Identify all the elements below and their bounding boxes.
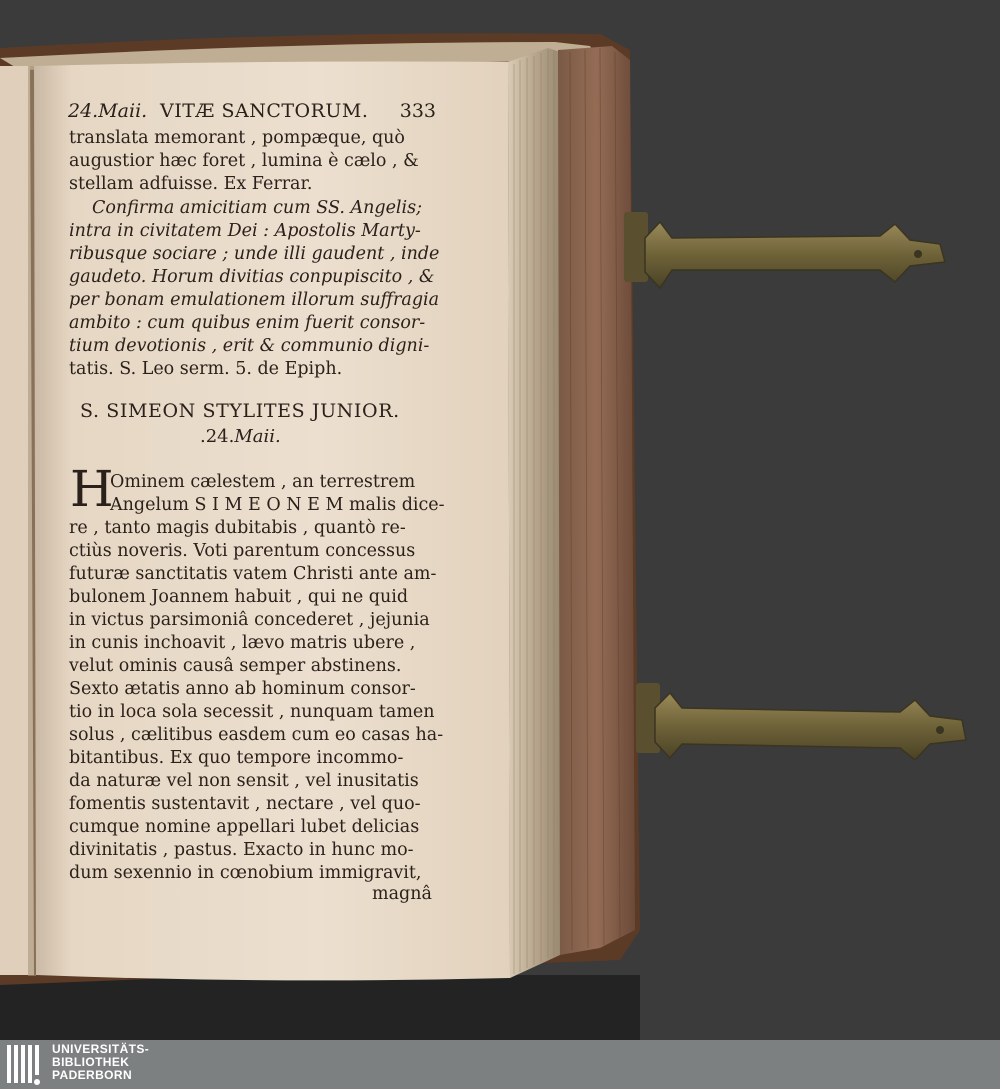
text-line: Confirma amicitiam cum SS. Angelis; [92,198,423,218]
body-line: tio in loca sola secessit , nunquam tamen [69,702,435,722]
library-name-line2: BIBLIOTHEK [52,1055,130,1069]
body-line: re , tanto magis dubitabis , quantò re- [69,518,406,538]
body-line: in cunis inchoavit , lævo matris ubere , [69,633,416,653]
section-date-month: Maii. [234,426,281,447]
section-date [200,426,281,447]
section-title: S. SIMEON STYLITES JUNIOR. [80,400,400,422]
text-line: translata memorant , pompæque, quò [69,128,405,148]
library-footer-bar [0,1040,1000,1089]
drop-cap: H [70,460,114,518]
text-line: gaudeto. Horum divitias conpupiscito , & [69,267,435,287]
library-logo-icon [6,1043,46,1087]
section-date-num: .24. [200,426,235,447]
text-line: stellam adfuisse. Ex Ferrar. [69,174,313,194]
body-line: divinitatis , pastus. Exacto in hunc mo- [69,840,414,860]
fore-edge [558,46,635,955]
body-line: Sexto ætatis anno ab hominum consor- [69,679,416,699]
catchword: magnâ [372,884,432,904]
running-head: VITÆ SANCTORUM. [160,100,369,122]
page-number: 333 [399,100,436,122]
text-line: intra in civitatem Dei : Apostolis Marty- [69,221,421,241]
body-line: velut ominis causâ semper abstinens. [69,656,402,676]
body-line: solus , cælitibus easdem cum eo casas ha- [69,725,444,745]
body-line: bitantibus. Ex quo tempore incommo- [69,748,404,768]
text-line: tium devotionis , erit & communio digni- [69,336,430,356]
body-line: Ominem cælestem , an terrestrem [110,472,416,492]
body-line: bulonem Joannem habuit , qui ne quid [69,587,409,607]
body-line: Angelum S I M E O N E M malis dice- [110,495,445,515]
text-line: ambito : cum quibus enim fuerit consor- [69,313,426,333]
body-line: cumque nomine appellari lubet delicias [69,817,420,837]
text-line: tatis. S. Leo serm. 5. de Epiph. [69,359,343,379]
text-line: ribusque sociare ; unde illi gaudent , inde [69,244,440,264]
library-name-line1: UNIVERSITÄTS- [52,1042,150,1056]
library-name-line3: PADERBORN [52,1068,133,1082]
body-line: ctiùs noveris. Voti parentum concessus [69,541,416,561]
body-line: dum sexennio in cœnobium immigravit, [69,863,422,883]
folio-date: 24.Maii. [68,100,148,122]
body-line: futuræ sanctitatis vatem Christi ante am- [69,564,437,584]
text-line: per bonam emulationem illorum suffragia [69,290,440,310]
text-line: augustior hæc foret , lumina è cælo , & [69,151,419,171]
body-line: fomentis sustentavit , nectare , vel quo- [69,794,421,814]
body-line: in victus parsimoniâ concederet , jejunia [69,610,430,630]
body-line: da naturæ vel non sensit , vel inusitatis [69,771,419,791]
